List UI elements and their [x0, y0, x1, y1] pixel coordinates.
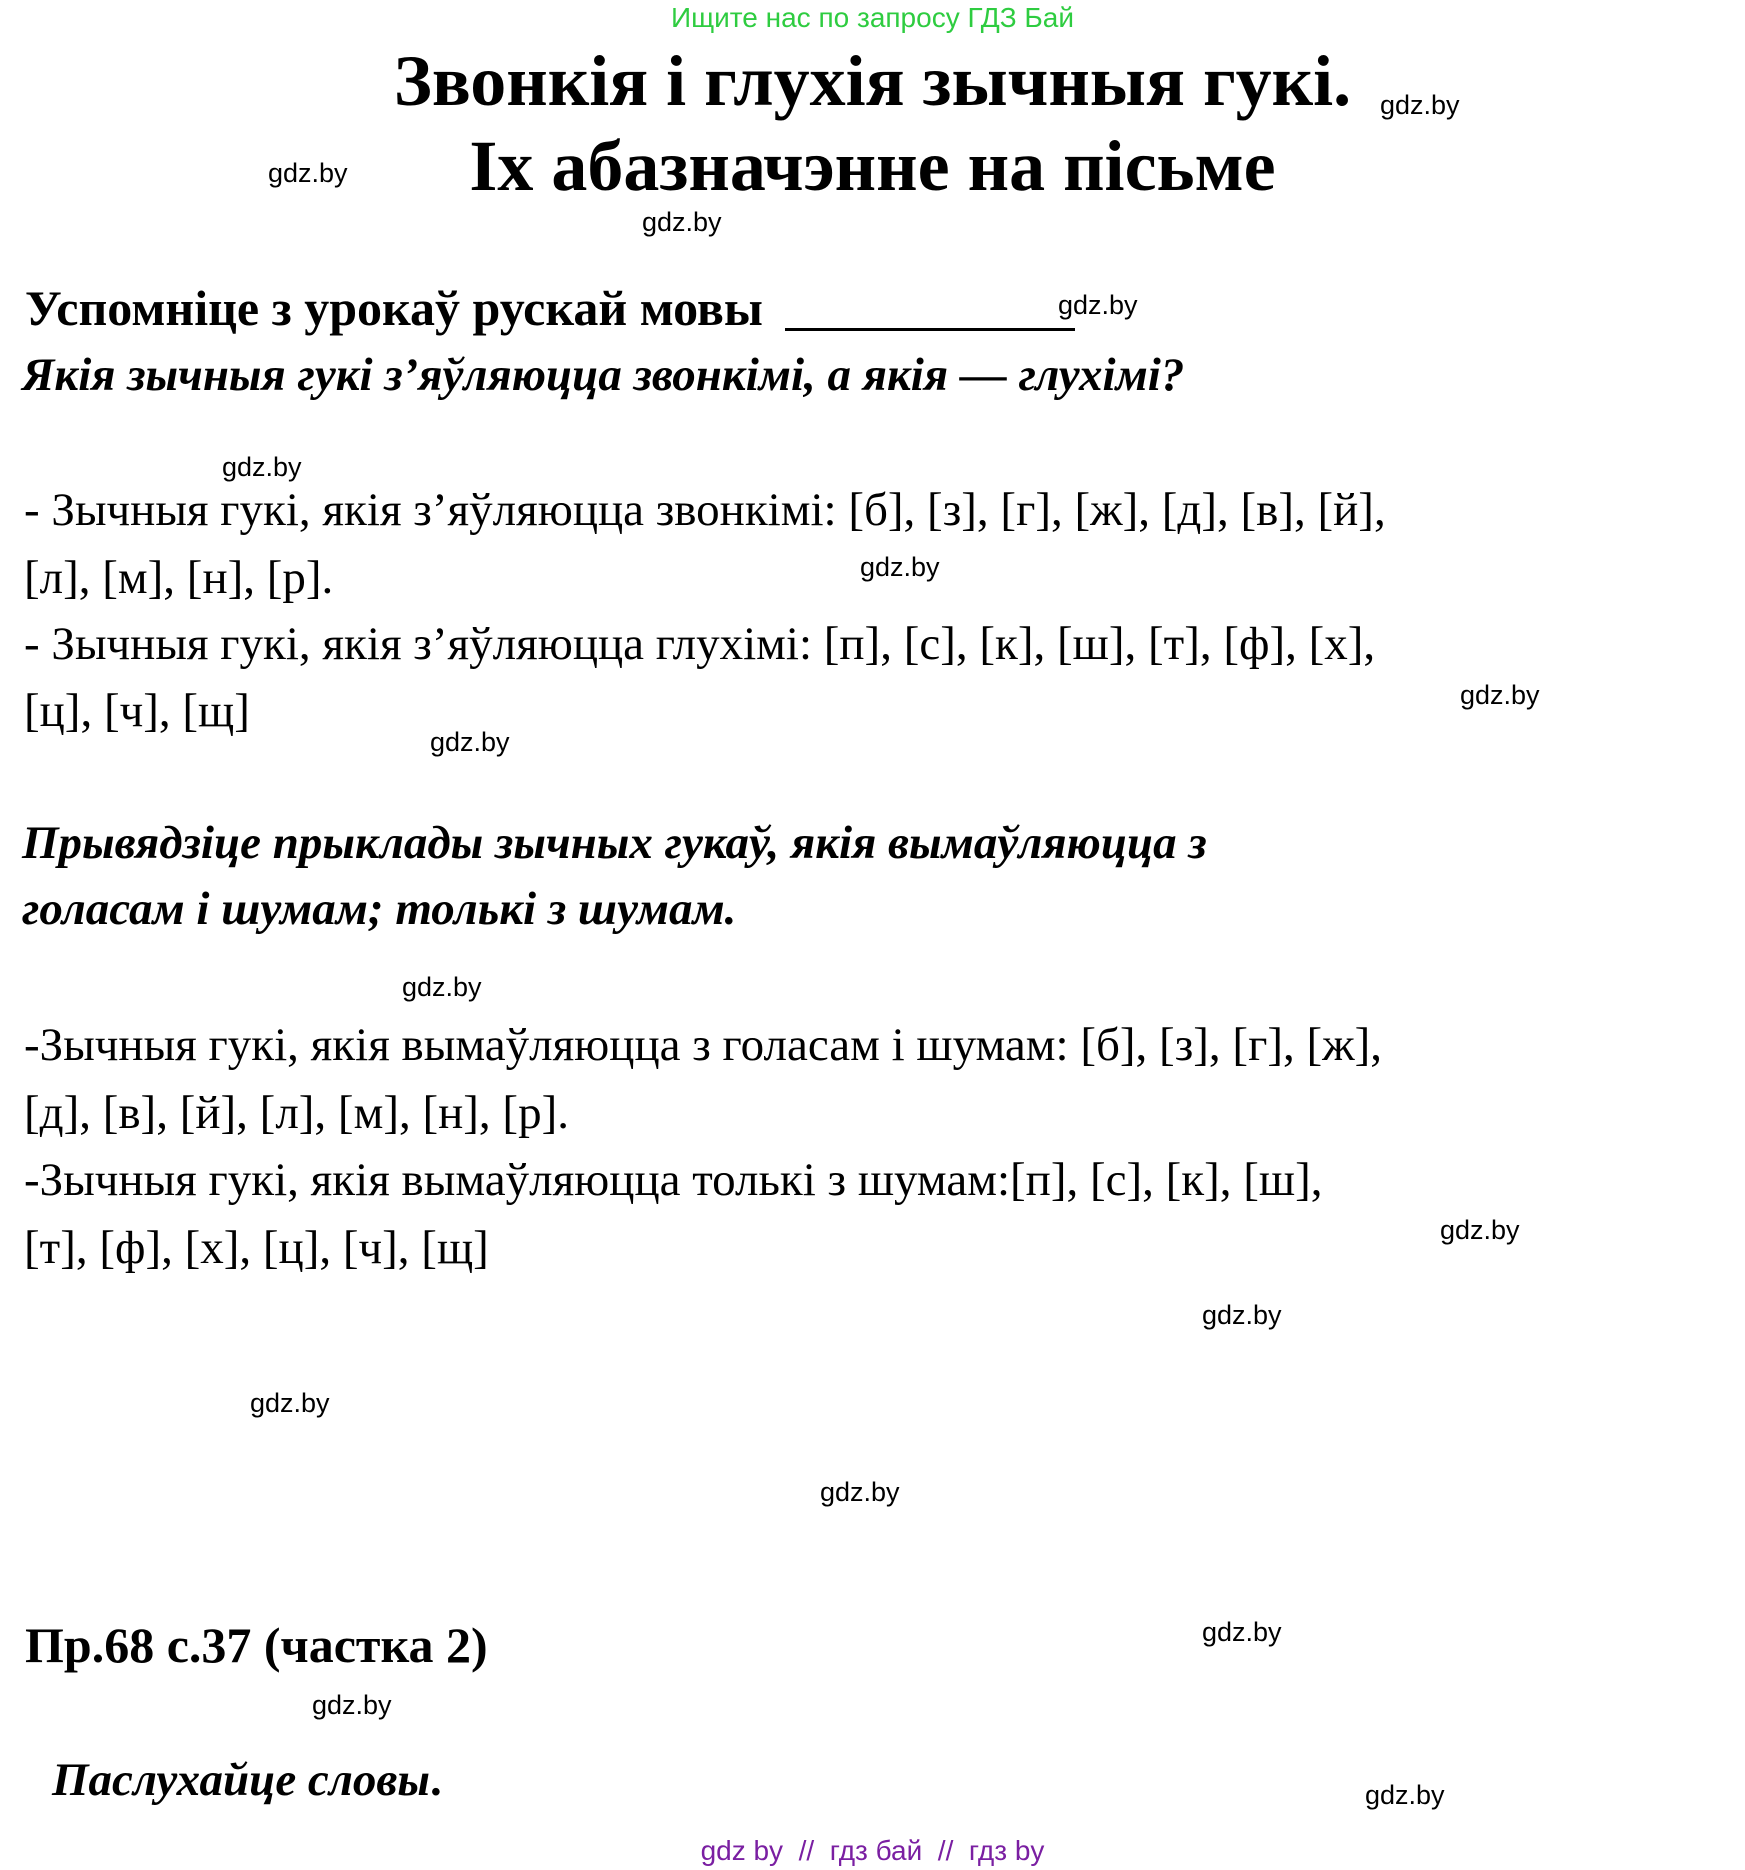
- question-examples-line1: Прывядзіце прыклады зычных гукаў, якія вымаўляюцца з: [22, 817, 1207, 869]
- exercise-heading: Пр.68 с.37 (частка 2): [25, 1617, 488, 1673]
- watermark: gdz.by: [1058, 290, 1138, 320]
- watermark: gdz.by: [1460, 680, 1540, 710]
- page-title-line1: Звонкія і глухія зычныя гукі.: [393, 41, 1352, 121]
- question-examples-line2: голасам і шумам; толькі з шумам.: [22, 883, 737, 935]
- watermark: gdz.by: [1365, 1780, 1445, 1810]
- watermark: gdz.by: [1202, 1300, 1282, 1330]
- watermark: gdz.by: [250, 1388, 330, 1418]
- answer-noise-only-line1: -Зычныя гукі, якія вымаўляюцца толькі з шумам:[п], [с], [к], [ш],: [24, 1154, 1323, 1206]
- answer-voice-noise-line1: -Зычныя гукі, якія вымаўляюцца з голасам і шумам: [б], [з], [г], [ж],: [24, 1019, 1383, 1071]
- watermark: gdz.by: [268, 158, 348, 188]
- answer-voiceless-line1: - Зычныя гукі, якія з’яўляюцца глухімі: [п], [с], [к], [ш], [т], [ф], [х],: [24, 618, 1376, 670]
- watermark: gdz.by: [1202, 1617, 1282, 1647]
- watermark: gdz.by: [1440, 1215, 1520, 1245]
- watermark: gdz.by: [820, 1477, 900, 1507]
- answer-voiced-line1: - Зычныя гукі, якія з’яўляюцца звонкімі: [б], [з], [г], [ж], [д], [в], [й],: [24, 484, 1386, 536]
- exercise-instruction: [52, 1754, 442, 1806]
- watermark: gdz.by: [312, 1690, 392, 1720]
- answer-voiceless-line2: [ц], [ч], [щ]: [24, 685, 250, 737]
- exercise-instruction-period: .: [430, 1754, 442, 1806]
- watermark: gdz.by: [1380, 90, 1460, 120]
- answer-blank-line: [785, 288, 1075, 331]
- watermark: gdz.by: [430, 727, 510, 757]
- section-heading-text: Успомніце з урокаў рускай мовы: [25, 280, 763, 336]
- answer-voice-noise-line2: [д], [в], [й], [л], [м], [н], [р].: [24, 1087, 569, 1139]
- exercise-instruction-text: Паслухайце словы: [52, 1754, 431, 1806]
- answer-noise-only-line2: [т], [ф], [х], [ц], [ч], [щ]: [24, 1222, 489, 1274]
- footer-links: gdz by // гдз бай // гдз by: [700, 1835, 1045, 1866]
- page-title-line2: Іх абазначэнне на пісьме: [469, 126, 1276, 206]
- watermark: gdz.by: [402, 972, 482, 1002]
- watermark: gdz.by: [222, 452, 302, 482]
- search-banner: Ищите нас по запросу ГДЗ Бай: [670, 2, 1075, 33]
- watermark: gdz.by: [860, 552, 940, 582]
- question-voiced-voiceless: Якія зычныя гукі з’яўляюцца звонкімі, а якія — глухімі?: [22, 349, 1185, 401]
- watermark: gdz.by: [642, 207, 722, 237]
- section-heading-recall: [25, 280, 1075, 336]
- answer-voiced-line2: [л], [м], [н], [р].: [24, 552, 334, 604]
